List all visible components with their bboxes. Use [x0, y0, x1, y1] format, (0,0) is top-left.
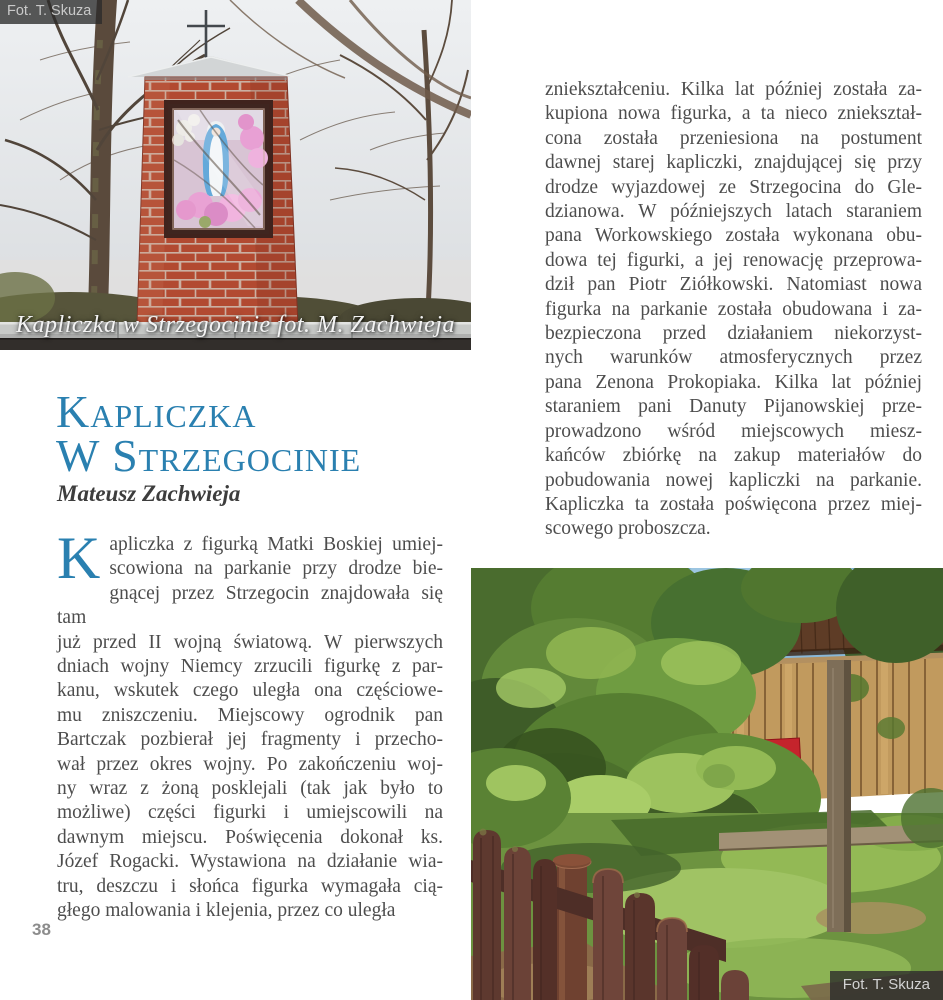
drop-cap: K — [57, 525, 101, 591]
photo-credit-top: Fot. T. Skuza — [0, 0, 102, 24]
shrine-niche — [165, 101, 272, 237]
picket — [625, 893, 655, 1000]
text-line: mu zniszczeniu. Miejscowy ogrodnik pan — [57, 704, 443, 726]
text-line: kańców zbiórkę na zakup materiałów do — [545, 445, 922, 467]
text-line: Kapliczka ta została poświęcona przez miej- — [545, 493, 922, 515]
article-title — [56, 386, 362, 481]
text-line: dawnym miejscu. Poświęcenia dokonał ks. — [57, 826, 443, 848]
forest-sign-photo-illustration — [471, 568, 943, 1000]
text-line: scowiona na parkanie przy drodze bie- — [109, 558, 443, 580]
picket — [721, 970, 749, 1000]
text-line: możliwe) części figurki i umiejscowili na — [57, 802, 443, 824]
picket — [533, 859, 557, 1000]
text-line: już przed II wojną światową. W pierwszych — [57, 631, 443, 653]
picket — [657, 918, 687, 1000]
article-column-2 — [545, 78, 922, 542]
page-number: 38 — [32, 920, 51, 939]
text-line: drodze wyjazdowej ze Strzegocina do Gle- — [545, 176, 922, 198]
text-line: głego malowania i klejenia, przez co uległa — [57, 900, 396, 922]
photo-caption: Kapliczka w Strzegocinie fot. M. Zachwieja — [16, 312, 455, 338]
text-line: apliczka z figurką Matki Boskiej umiej- — [109, 534, 443, 555]
text-line: zniekształceniu. Kilka lat później została za- — [545, 79, 922, 100]
picket — [689, 945, 719, 1000]
picket — [593, 869, 623, 1000]
title-line-2: W Strzegocinie — [56, 430, 362, 481]
cap-shadow — [145, 77, 287, 80]
text-line: bezpieczona przed działaniem niekorzyst- — [545, 323, 922, 345]
picket — [504, 847, 531, 1000]
photo-credit-bottom: Fot. T. Skuza — [830, 971, 943, 1000]
text-line: Józef Rogacki. Wystawiona na działanie wia- — [57, 851, 443, 873]
text-line: wał przez okres wojny. Po zakończeniu woj- — [57, 753, 443, 775]
text-line: gnącej przez Strzegocin znajdowała się tam — [57, 582, 443, 629]
text-line: ny wraz z żoną posklejali (tak jak było to — [57, 778, 443, 800]
text-line: pobudowania nowej kapliczki na parkanie. — [545, 469, 922, 491]
photo-shrine — [0, 0, 471, 350]
text-line: dzianowa. W późniejszych latach staraniem — [545, 201, 922, 223]
text-line: Bartczak pozbierał jej fragmenty i przecho- — [57, 729, 443, 751]
text-line: pana Zenona Prokopiaka. Kilka lat później — [545, 371, 922, 393]
wooden-post — [827, 660, 851, 932]
text-line: staraniem pani Danuty Pijanowskiej prze- — [545, 396, 922, 418]
text-line: dowa tej figurki, a jej renowację przeprowa- — [545, 249, 922, 271]
text-line: scowego proboszcza. — [545, 518, 711, 540]
article-author: Mateusz Zachwieja — [57, 481, 241, 506]
title-line-1: Kapliczka — [56, 386, 257, 437]
text-line: kanu, wskutek czego uległa ona częściowe- — [57, 680, 443, 702]
metal-pipe — [553, 854, 591, 1000]
picket — [473, 830, 501, 1000]
text-line: pana Workowskiego została wykonana obu- — [545, 225, 922, 247]
text-line: kupiona nowa figurka, a ta nieco zniekształ- — [545, 103, 922, 125]
article-column-1 — [57, 525, 443, 924]
shrine-photo-illustration — [0, 0, 471, 350]
text-line: cona została przeniesiona na postument — [545, 127, 922, 149]
text-line: dawnej starej kapliczki, znajdującej się przy — [545, 152, 922, 174]
text-line: prowadzono wśród miejscowych miesz- — [545, 420, 922, 442]
text-line: dniach wojny Niemcy zrzucili figurkę z par- — [57, 656, 443, 678]
text-line: figurka na parkanie została obudowana i za- — [545, 298, 922, 320]
photo-forest-sign — [471, 568, 943, 1000]
text-line: nych warunków atmosferycznych przez — [545, 347, 922, 369]
text-line: dził pan Piotr Ziółkowski. Natomiast nowa — [545, 274, 922, 296]
text-line: tru, deszczu i słońca figurka wymagała cią- — [57, 875, 443, 897]
